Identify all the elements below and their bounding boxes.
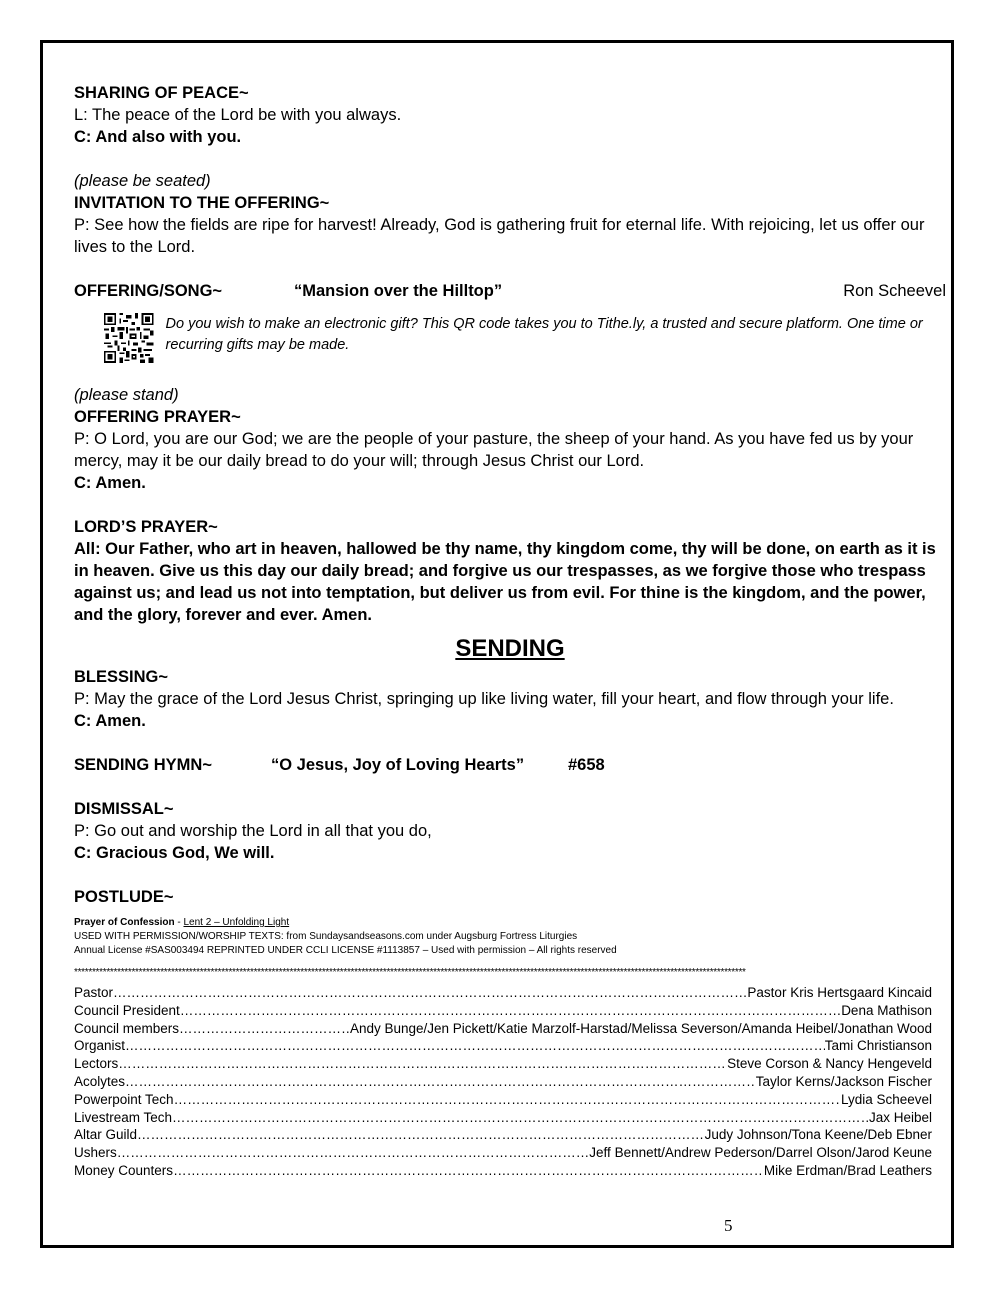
offering-prayer-heading: OFFERING PRAYER~ bbox=[74, 408, 241, 426]
staff-name: Lydia Scheevel bbox=[840, 1091, 932, 1107]
staff-row bbox=[74, 1073, 932, 1091]
sending-hymn-number: #658 bbox=[568, 756, 605, 774]
lords-prayer-text: All: Our Father, who art in heaven, hallowed be thy name, thy kingdom come, thy will be done, on earth as it is in heaven. Give us this day our daily bread; and forgive us our trespasses, as we forgive those who trespass against us; and lead us not into temptation, but deliver us from evil. For thine is the kingdom, and the power, and the glory, forever and ever. Amen. bbox=[74, 540, 936, 624]
staff-row bbox=[74, 1126, 932, 1144]
confession-separator: - bbox=[174, 917, 184, 928]
staff-name: Tami Christianson bbox=[824, 1038, 932, 1054]
staff-name: Dena Mathison bbox=[841, 1002, 932, 1018]
offering-song-row bbox=[74, 280, 946, 302]
staff-row bbox=[74, 1144, 932, 1162]
invitation-text: P: See how the fields are ripe for harvest! Already, God is gathering fruit for eternal life. With rejoicing, let us offer our lives to the Lord. bbox=[74, 216, 925, 256]
qr-code-icon[interactable] bbox=[104, 309, 154, 367]
qr-gift-row bbox=[104, 309, 946, 371]
staff-row bbox=[74, 1020, 932, 1038]
sending-hymn-row bbox=[74, 754, 946, 776]
staff-role: Altar Guild bbox=[74, 1127, 138, 1143]
invitation-heading: INVITATION TO THE OFFERING~ bbox=[74, 194, 330, 212]
invitation-rubric: (please be seated) bbox=[74, 172, 211, 190]
staff-row bbox=[74, 984, 932, 1002]
postlude-heading: POSTLUDE~ bbox=[74, 888, 174, 906]
peace-heading: SHARING OF PEACE~ bbox=[74, 84, 249, 102]
staff-name: Judy Johnson/Tona Keene/Deb Ebner bbox=[704, 1127, 932, 1143]
staff-role: Acolytes bbox=[74, 1073, 126, 1089]
peace-leader: L: The peace of the Lord be with you always. bbox=[74, 106, 402, 124]
offering-song-title: “Mansion over the Hilltop” bbox=[294, 282, 503, 300]
staff-role: Ushers bbox=[74, 1145, 117, 1161]
star-divider: ******************************************************************************************************************************************************************************************* bbox=[74, 968, 746, 978]
blessing-text: P: May the grace of the Lord Jesus Christ, springing up like living water, fill your heart, and flow through your life. bbox=[74, 690, 894, 708]
prayer-rubric: (please stand) bbox=[74, 386, 179, 404]
staff-name: Taylor Kerns/Jackson Fischer bbox=[755, 1073, 932, 1089]
staff-role: Lectors bbox=[74, 1056, 119, 1072]
staff-role: Livestream Tech bbox=[74, 1109, 173, 1125]
blessing-response: C: Amen. bbox=[74, 712, 146, 730]
bulletin-content bbox=[74, 82, 946, 1180]
staff-name: Pastor Kris Hertsgaard Kincaid bbox=[747, 985, 932, 1000]
blessing-heading: BLESSING~ bbox=[74, 668, 168, 686]
staff-row bbox=[74, 1091, 932, 1109]
staff-name: Andy Bunge/Jen Pickett/Katie Marzolf-Harstad/Melissa Severson/Amanda Heibel/Jonathan Wood bbox=[349, 1020, 932, 1036]
confession-link[interactable]: Lent 2 – Unfolding Light bbox=[183, 917, 290, 928]
page-number: 5 bbox=[724, 1216, 733, 1235]
dismissal-text: P: Go out and worship the Lord in all that you do, bbox=[74, 822, 432, 840]
qr-gift-text: Do you wish to make an electronic gift? This QR code takes you to Tithe.ly, a trusted and secure platform. One time or recurring gifts may be made. bbox=[165, 316, 923, 353]
staff-row bbox=[74, 1037, 932, 1055]
staff-role: Money Counters bbox=[74, 1162, 174, 1178]
credits-block bbox=[74, 916, 946, 958]
staff-role: Council President bbox=[74, 1002, 180, 1018]
staff-row bbox=[74, 1002, 932, 1020]
staff-row bbox=[74, 1109, 932, 1127]
lords-prayer-heading: LORD’S PRAYER~ bbox=[74, 518, 218, 536]
offering-song-composer: Ron Scheevel bbox=[843, 282, 946, 300]
offering-prayer-text: P: O Lord, you are our God; we are the people of your pasture, the sheep of your hand. As you have fed us by your mercy, may it be our daily bread to do your will; through Jesus Christ our Lord. bbox=[74, 430, 914, 470]
offering-song-label: OFFERING/SONG~ bbox=[74, 282, 223, 300]
offering-prayer-response: C: Amen. bbox=[74, 474, 146, 492]
peace-response: C: And also with you. bbox=[74, 128, 242, 146]
staff-name: Jeff Bennett/Andrew Pederson/Darrel Olson/Jarod Keune bbox=[589, 1145, 932, 1161]
staff-role: Council members bbox=[74, 1020, 180, 1036]
staff-role: Powerpoint Tech bbox=[74, 1091, 174, 1107]
permission-line: USED WITH PERMISSION/WORSHIP TEXTS: from Sundaysandseasons.com under Augsburg Fortress Liturgies bbox=[74, 931, 578, 942]
confession-label: Prayer of Confession bbox=[74, 917, 175, 928]
license-line: Annual License #SAS003494 REPRINTED UNDER CCLI LICENSE #1113857 – Used with permission – All rights reserved bbox=[74, 945, 617, 956]
staff-role: Pastor bbox=[74, 985, 114, 1000]
sending-title: SENDING bbox=[455, 635, 565, 662]
dismissal-response: C: Gracious God, We will. bbox=[74, 844, 275, 862]
sending-hymn-title: “O Jesus, Joy of Loving Hearts” bbox=[271, 756, 525, 774]
staff-role: Organist bbox=[74, 1038, 126, 1054]
staff-name: Jax Heibel bbox=[868, 1109, 932, 1125]
staff-row bbox=[74, 1162, 932, 1180]
staff-list bbox=[74, 984, 932, 1180]
staff-name: Steve Corson & Nancy Hengeveld bbox=[727, 1056, 932, 1072]
staff-row bbox=[74, 1055, 932, 1073]
sending-hymn-label: SENDING HYMN~ bbox=[74, 756, 212, 774]
dismissal-heading: DISMISSAL~ bbox=[74, 800, 174, 818]
staff-name: Mike Erdman/Brad Leathers bbox=[763, 1162, 932, 1178]
